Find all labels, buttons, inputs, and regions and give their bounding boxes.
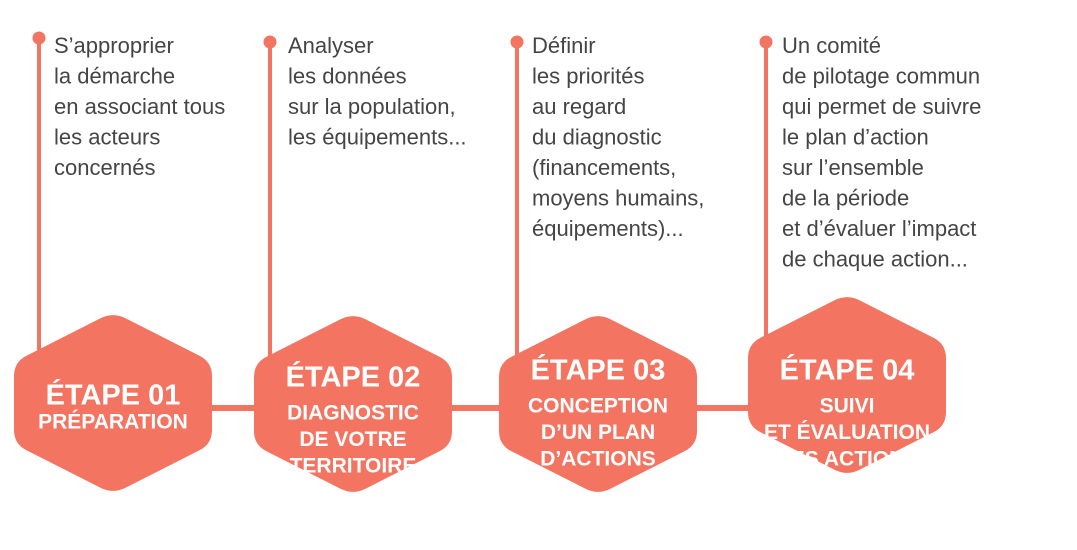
step-1-marker-dot: [33, 32, 46, 45]
step-4: [748, 33, 981, 473]
step-3-name-line: CONCEPTION: [527, 394, 669, 418]
step-4-description-line: de pilotage commun: [782, 63, 981, 89]
step-4-name-line: DES ACTIONS: [775, 447, 919, 471]
step-3-description-line: équipements)...: [532, 215, 684, 241]
step-3-description-line: les priorités: [532, 63, 645, 89]
step-2-marker-dot: [264, 36, 277, 49]
step-4-title: ÉTAPE 04: [779, 354, 915, 387]
step-2-description-line: sur la population,: [288, 93, 456, 119]
step-3: [499, 33, 704, 492]
step-2-description-line: les données: [288, 63, 407, 89]
step-1-description-line: les acteurs: [54, 124, 161, 150]
step-4-description-line: Un comité: [782, 32, 882, 58]
step-2-name-line: TERRITOIRE: [289, 454, 417, 478]
step-2-title: ÉTAPE 02: [285, 361, 421, 394]
step-3-description-line: au regard: [532, 93, 627, 119]
step-2-name-line: DIAGNOSTIC: [287, 401, 419, 425]
step-1-title: ÉTAPE 01: [45, 379, 181, 412]
step-3-name-line: D’UN PLAN: [540, 421, 656, 445]
step-4-name-line: ET ÉVALUATION: [763, 421, 931, 445]
step-1-name-line: PRÉPARATION: [38, 410, 188, 434]
step-1-description-line: S’approprier: [54, 32, 174, 58]
step-4-description-line: qui permet de suivre: [782, 93, 982, 119]
step-1: [14, 32, 225, 491]
step-4-description-line: de chaque action...: [782, 246, 968, 272]
step-3-description-line: (financements,: [532, 154, 677, 180]
step-2-description-line: Analyser: [288, 32, 374, 58]
step-4-description-line: de la période: [782, 185, 910, 211]
step-4-description-line: sur l’ensemble: [782, 154, 924, 180]
steps-group: [14, 32, 981, 492]
step-1-description-line: concernés: [54, 154, 156, 180]
step-3-title: ÉTAPE 03: [530, 354, 666, 387]
step-1-description-line: la démarche: [54, 63, 176, 89]
step-3-description-line: moyens humains,: [532, 185, 705, 211]
step-4-description-line: le plan d’action: [782, 124, 929, 150]
step-2-name-line: DE VOTRE: [299, 428, 407, 452]
step-3-description-line: du diagnostic: [532, 124, 662, 150]
step-2: [254, 33, 467, 492]
step-1-description-line: en associant tous: [54, 93, 226, 119]
step-4-marker-dot: [760, 36, 773, 49]
step-2-description-line: les équipements...: [288, 124, 467, 150]
step-4-description-line: et d’évaluer l’impact: [782, 215, 977, 241]
step-3-name-line: D’ACTIONS: [540, 447, 656, 471]
step-3-marker-dot: [511, 36, 524, 49]
step-4-name-line: SUIVI: [819, 394, 875, 418]
step-3-description-line: Définir: [532, 32, 596, 58]
